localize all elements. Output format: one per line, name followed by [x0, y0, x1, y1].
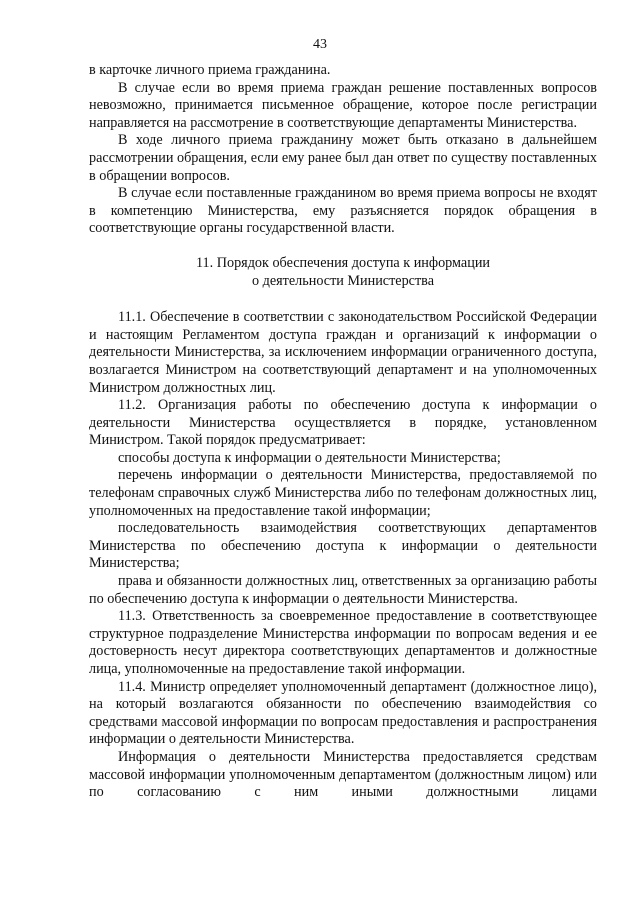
list-item: перечень информации о деятельности Министерства, предоставляемой по телефонам справочных служб Министерства либо по телефонам должностных лиц, уполномоченных на предоставление такой информации;: [89, 467, 597, 519]
paragraph: В ходе личного приема гражданину может быть отказано в дальнейшем рассмотрении обращения, если ему ранее был дан ответ по существу поставленных в обращении вопросов.: [89, 132, 597, 184]
paragraph: 11.4. Министр определяет уполномоченный департамент (должностное лицо), на который возлагаются обязанности по обеспечению взаимодействия со средствами массовой информации по вопросам предоставления и распространения информации о деятельности Министерства.: [89, 678, 597, 748]
paragraph: В случае если во время приема граждан решение поставленных вопросов невозможно, принимается письменное обращение, которое после регистрации направляется на рассмотрение в соответствующие департаменты Министерства.: [89, 79, 597, 131]
list-item: способы доступа к информации о деятельности Министерства;: [118, 449, 501, 466]
section-heading: [89, 255, 597, 290]
paragraph: 11.2. Организация работы по обеспечению доступа к информации о деятельности Министерства осуществляется в порядке, установленном Министром. Такой порядок предусматривает:: [89, 397, 597, 449]
section-heading-line: 11. Порядок обеспечения доступа к информации: [195, 254, 491, 271]
document-body: [89, 62, 597, 802]
paragraph: Информация о деятельности Министерства предоставляется средствам массовой информации уполномоченным департаментом (должностным лицом) или по согласованию с ним иными должностными лицами: [89, 748, 597, 801]
page-number: 43: [313, 37, 327, 52]
paragraph: 11.1. Обеспечение в соответствии с законодательством Российской Федерации и настоящим Регламентом доступа граждан и организаций к информации о деятельности Министерства, за исключением информации ограниченного доступа, возлагается Министром на соответствующий департамент и на уполномоченных Министром должностных лиц.: [89, 309, 597, 396]
paragraph: 11.3. Ответственность за своевременное предоставление в соответствующее структурное подразделение Министерства информации по вопросам ведения и ее достоверность несут директора соответствующих департаментов и должностные лица, уполномоченные на предоставление такой информации.: [89, 608, 597, 677]
list-item: последовательность взаимодействия соответствующих департаментов Министерства по обеспечению доступа к информации о деятельности Министерства;: [89, 520, 597, 572]
section-heading-line: о деятельности Министерства: [252, 272, 434, 289]
paragraph: в карточке личного приема гражданина.: [89, 62, 331, 78]
list-item: права и обязанности должностных лиц, ответственных за организацию работы по обеспечению доступа к информации о деятельности Министерства.: [89, 573, 597, 607]
paragraph: В случае если поставленные гражданином во время приема вопросы не входят в компетенцию Министерства, ему разъясняется порядок обращения в соответствующие органы государственной власти.: [89, 185, 597, 237]
